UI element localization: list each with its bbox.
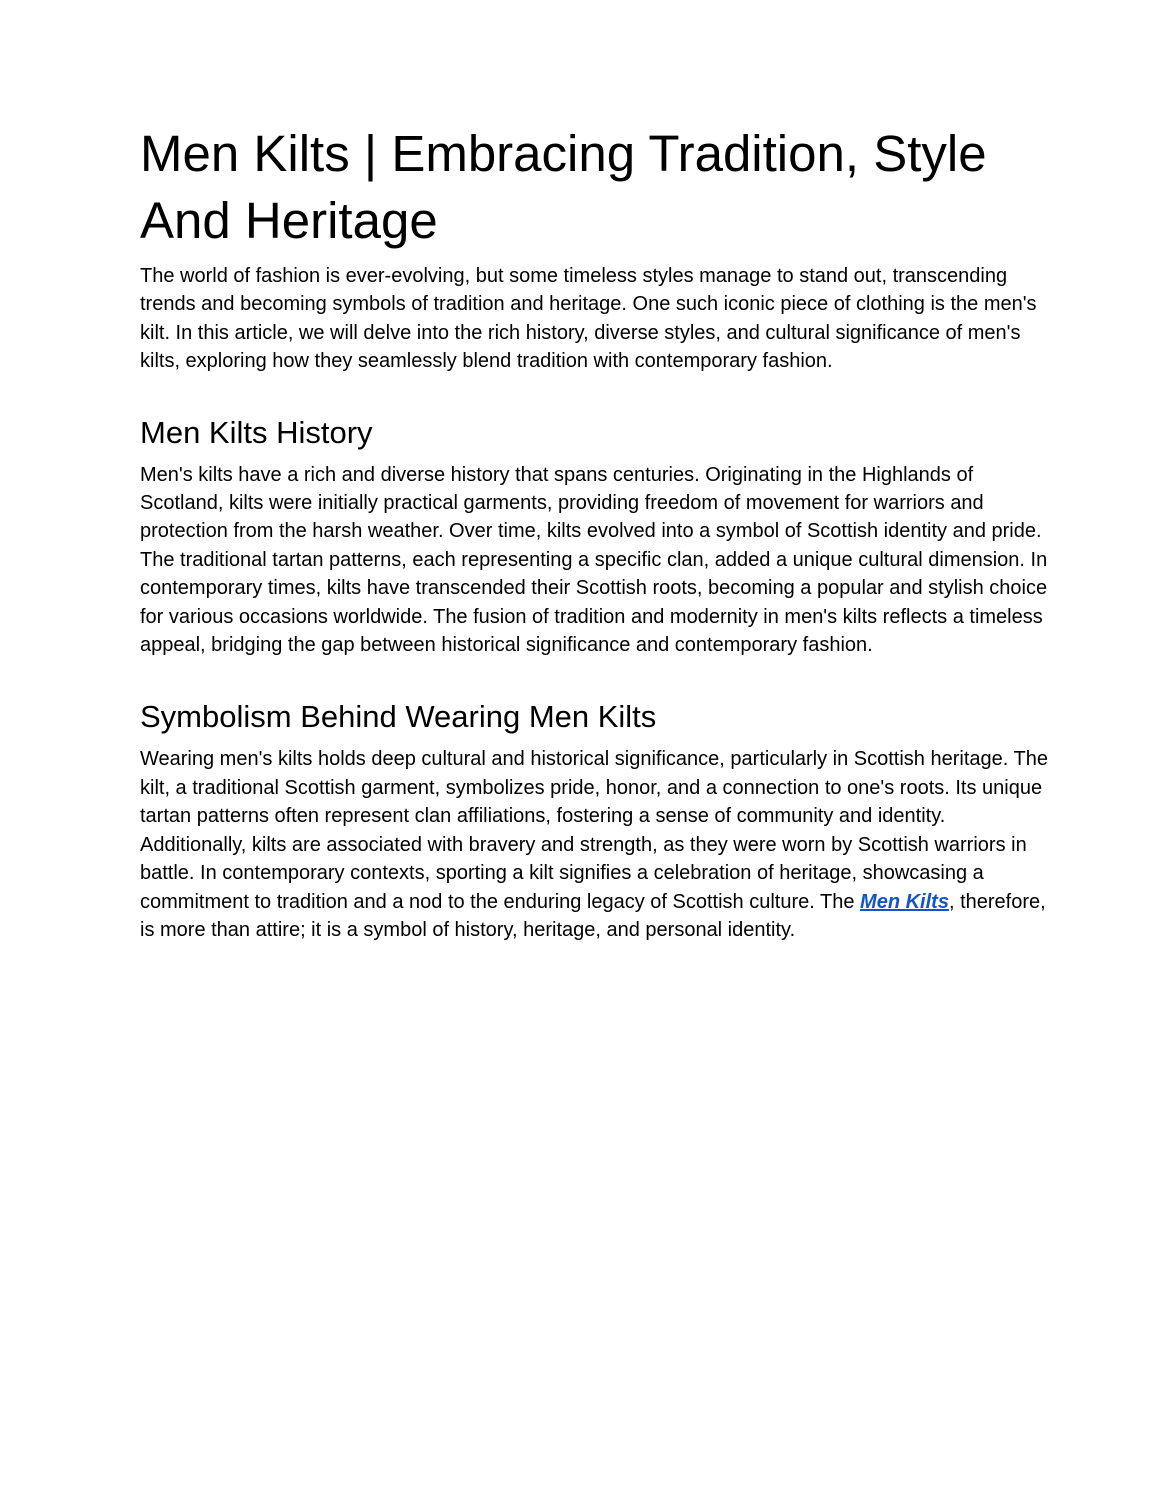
section-heading-history: Men Kilts History	[140, 414, 373, 450]
section-paragraph-history: Men's kilts have a rich and diverse history that spans centuries. Originating in the Highlands of Scotland, kilts were initially practical garments, providing freedom of movement for warriors and protection from the harsh weather. Over time, kilts evolved into a symbol of Scottish identity and pride. The traditional tartan patterns, each representing a specific clan, added a unique cultural dimension. In contemporary times, kilts have transcended their Scottish roots, becoming a popular and stylish choice for various occasions worldwide. The fusion of tradition and modernity in men's kilts reflects a timeless appeal, bridging the gap between historical significance and contemporary fashion.	[140, 463, 1048, 657]
symbolism-text-before-link: Wearing men's kilts holds deep cultural and historical significance, particularly in Scottish heritage. The kilt, a traditional Scottish garment, symbolizes pride, honor, and a connection to one's roots. Its unique tartan patterns often represent clan affiliations, fostering a sense of community and identity. Additionally, kilts are associated with bravery and strength, as they were worn by Scottish warriors in battle. In contemporary contexts, sporting a kilt signifies a celebration of heritage, showcasing a commitment to tradition and a nod to the enduring legacy of Scottish culture. The	[140, 748, 1048, 913]
page-title: Men Kilts | Embracing Tradition, Style And Heritage	[140, 125, 987, 249]
symbolism-text-after-link: , therefore, is more than attire; it is a symbol of history, heritage, and personal identity.	[140, 890, 1046, 941]
section-paragraph-symbolism	[140, 745, 1055, 944]
intro-paragraph: The world of fashion is ever-evolving, but some timeless styles manage to stand out, transcending trends and becoming symbols of tradition and heritage. One such iconic piece of clothing is the men's kilt. In this article, we will delve into the rich history, diverse styles, and cultural significance of men's kilts, exploring how they seamlessly blend tradition with contemporary fashion.	[140, 265, 1037, 373]
section-heading-symbolism: Symbolism Behind Wearing Men Kilts	[140, 699, 657, 735]
men-kilts-link[interactable]: Men Kilts	[860, 890, 949, 913]
document-page	[140, 120, 1055, 944]
